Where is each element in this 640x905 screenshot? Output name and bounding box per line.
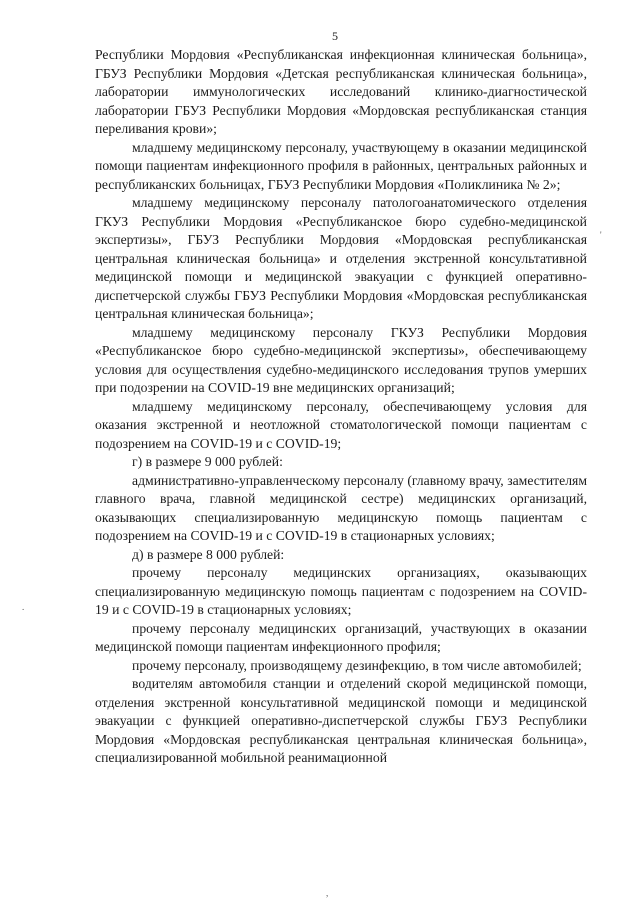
paragraph-junior-staff-forensic: младшему медицинскому персоналу ГКУЗ Республики Мордовия «Республиканское бюро судебно-медицинской экспертизы», обеспечивающему условия для осуществления судебно-медицинского исследования трупов умерших при подозрении на COVID-19 вне медицинских организаций; [95, 324, 587, 395]
scan-speck: . [22, 602, 25, 612]
paragraph-other-staff-disinfection: прочему персоналу, производящему дезинфекцию, в том числе автомобилей; [132, 657, 582, 673]
paragraph-junior-staff-dental: младшему медицинскому персоналу, обеспечивающему условия для оказания экстренной и неотложной стоматологической помощи пациентам с подозрением на COVID-19 и с COVID-19; [95, 398, 587, 451]
paragraph-continuation: Республики Мордовия «Республиканская инфекционная клиническая больница», ГБУЗ Республики Мордовия «Детская республиканская клиническая больница», лаборатории иммунологических исследований клинико-диагностической лаборатории ГБУЗ Республики Мордовия «Мордовская республиканская станция переливания крови»; [95, 47, 587, 136]
paragraph-drivers: водителям автомобиля станции и отделений скорой медицинской помощи, отделения экстренной консультативной медицинской помощи и медицинской эвакуации с функцией оперативно-диспетчерской службы ГБУЗ Республики Мордовия «Мордовская республиканская центральная клиническая больница», специализированной мобильной реанимационной [95, 676, 587, 765]
scan-speck: ' [600, 230, 602, 240]
paragraph-junior-staff-infectious: младшему медицинскому персоналу, участвующему в оказании медицинской помощи пациентам инфекционного профиля в районных, центральных районных и республиканских больницах, ГБУЗ Республики Мордовия «Поликлиника № 2»; [95, 139, 587, 192]
document-body [95, 46, 587, 768]
page-number: 5 [332, 29, 338, 43]
paragraph-item-d-heading: д) в размере 8 000 рублей: [132, 546, 285, 562]
paragraph-other-staff-inpatient: прочему персоналу медицинских организациях, оказывающих специализированную медицинскую помощь пациентам с подозрением на COVID-19 и с COVID-19 в стационарных условиях; [95, 565, 587, 617]
paragraph-item-g-heading: г) в размере 9 000 рублей: [132, 454, 283, 469]
paragraph-other-staff-infectious: прочему персоналу медицинских организаций, участвующих в оказании медицинской помощи пациентам инфекционного профиля; [95, 620, 587, 654]
paragraph-junior-staff-pathology: младшему медицинскому персоналу патологоанатомического отделения ГКУЗ Республики Мордовия «Республиканское бюро судебно-медицинской экспертизы», ГБУЗ Республики Мордовия «Мордовская республиканская центральная клиническая больница» и отделения экстренной консультативной медицинской помощи и медицинской эвакуации с функцией оперативно-диспетчерской службы ГБУЗ Республики Мордовия «Мордовская республиканская центральная клиническая больница»; [95, 195, 587, 321]
paragraph-admin-staff: административно-управленческому персоналу (главному врачу, заместителям главного врача, главной медицинской сестре) медицинских организаций, оказывающих специализированную медицинскую помощь пациентам с подозрением на COVID-19 и с COVID-19 в стационарных условиях; [95, 472, 587, 543]
scan-speck: , [326, 888, 329, 898]
